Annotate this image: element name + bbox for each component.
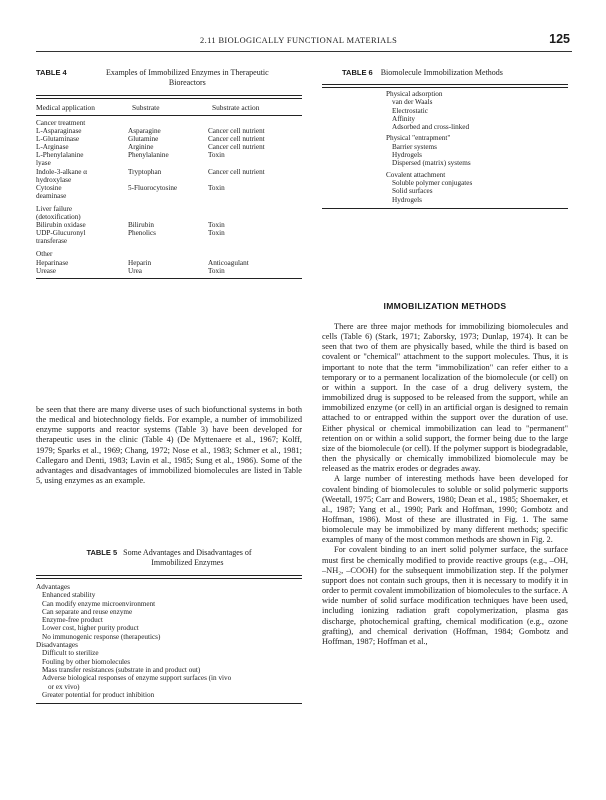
table-4-caption-line1: Examples of Immobilized Enzymes in Therapeutic (106, 68, 269, 77)
cell-action: Toxin (208, 221, 225, 230)
cell-application: Urease (36, 266, 56, 275)
list-item: Lower cost, higher purity product (42, 624, 139, 633)
cell-application-cont: hydroxylase (36, 175, 72, 184)
table-6 (322, 68, 568, 209)
method-group-title: Physical adsorption (386, 90, 443, 98)
table-row (36, 135, 302, 143)
section-heading-wrap (322, 296, 568, 314)
table-group-row (36, 205, 302, 213)
table-row (36, 151, 302, 159)
cell-application: L-Arginase (36, 143, 69, 152)
cell-action: Cancer cell nutrient (208, 135, 265, 144)
method-group-title: Covalent attachment (386, 170, 446, 179)
group-title: Liver failure (36, 204, 73, 213)
group-title: Other (36, 250, 53, 259)
section-heading: IMMOBILIZATION METHODS (383, 301, 507, 311)
cell-application: Cytosine (36, 183, 62, 192)
list-item: Affinity (392, 114, 416, 123)
cell-application: L-Glutaminase (36, 135, 80, 144)
table-row-cont (36, 176, 302, 184)
left-paragraph: be seen that there are many diverse uses of such biofunctional systems in both the medical and biotechnology fields. For example, a number of immobilized enzyme supports and reactor systems (Table 3) have been developed for therapeutic uses in the clinic (Table 4) (De Myttenaere et al., 1967; Kolff, 1979; Sparks et al., 1969; Chang, 1972; Nose et al., 1983; Schmer et al., 1981; Callegaro and Denti, 1983; Lavin et al., 1985; Sung et al., 1986). Some of the advantages and disadvantages of immobilized biomolecules are listed in Table 5, using enzymes as an example. (36, 405, 302, 486)
cell-action: Toxin (208, 183, 225, 192)
table-5-top-rule (36, 575, 302, 579)
cell-substrate: Tryptophan (128, 167, 162, 176)
table-6-caption-text: Biomolecule Immobilization Methods (380, 68, 503, 77)
list-item: Electrostatic (392, 106, 428, 115)
table-row-cont (36, 237, 302, 245)
cell-substrate: Urea (128, 266, 142, 275)
table-6-label: TABLE 6 (342, 68, 373, 77)
list-item: Enzyme-free product (42, 616, 103, 625)
table-4-caption-line2: Bioreactors (168, 78, 206, 87)
cell-substrate: Phenylalanine (128, 151, 169, 160)
paragraph: There are three major methods for immobilizing biomolecules and cells (Table 6) (Stark, 1971; Zaborsky, 1973; Dunlap, 1974). It can be seen that two of them are physically based, while the third is based on covalent or "chemical" attachment to the support molecules. Thus, it is important to note that the term "immobilization" can refer either to a temporary or to a permanent localization of the biomolecule (or cell) on or within a support. In the case of a drug delivery system, the immobilized drug is supposed to be released from the support, while an immobilized enzyme (or cell) in an artificial organ is designed to remain attached to or entrapped within the support over the duration of use. Either physical or chemical immobilization can lead to "permanent" retention on or within a solid support, the former being due to the large size of the biomolecule (or cell). If the polymer support is biodegradable, then the physically or chemically immobilized biomolecule may be released as the matrix erodes or degrades away. (322, 322, 568, 474)
table-5 (36, 548, 302, 704)
table-4-body (36, 119, 302, 275)
cell-action: Toxin (208, 266, 225, 275)
list-item: Dispersed (matrix) systems (392, 159, 471, 168)
cell-application: Bilirubin oxidase (36, 221, 86, 230)
table-row (36, 267, 302, 275)
cell-action: Toxin (208, 229, 225, 238)
cell-application-cont: transferase (36, 237, 68, 246)
cell-substrate: Arginine (128, 143, 154, 152)
cell-action: Anticoagulant (208, 258, 249, 267)
cell-substrate: Glutamine (128, 135, 159, 144)
list-item: Difficult to sterilize (42, 649, 99, 658)
cell-substrate: Bilirubin (128, 221, 154, 230)
group-title-cont: (detoxification) (36, 213, 81, 222)
list-item: Barrier systems (392, 142, 437, 151)
table-group-row (36, 213, 302, 221)
cell-substrate: Phenolics (128, 229, 156, 238)
table-5-label: TABLE 5 (86, 548, 118, 557)
cell-action: Cancer cell nutrient (208, 143, 265, 152)
table-5-caption-line2: Immobilized Enzymes (151, 558, 224, 567)
cell-application: L-Asparaginase (36, 127, 82, 136)
list-item: Solid surfaces (392, 187, 433, 196)
cell-application: Indole-3-alkane α (36, 167, 88, 176)
table-5-caption (36, 548, 302, 568)
paragraph: For covalent binding to an inert solid polymer surface, the surface must first be chemically modified to provide reactive groups (e.g., –OH, –NH₂, –COOH) for the subsequent immobilization step. If the polymer support does not contain such groups, then it is necessary to modify it in order to permit covalent immobilization of biomolecules to the surface. A wide number of solid surface modification techniques have been used, including ionizing radiation graft copolymerization, plasma gas discharge, photochemical grafting, chemical modification (e.g., ozone grafting), and chemical derivation (Hoffman, 1984; Gombotz and Hoffman, 1987; Hoffman et al., (322, 545, 568, 646)
col-header-action: Substrate action (212, 103, 260, 112)
table-4 (36, 68, 302, 279)
list-item: Soluble polymer conjugates (392, 178, 473, 187)
list-item: Hydrogels (392, 195, 422, 204)
table-row (36, 221, 302, 229)
cell-application-cont: lyase (36, 159, 51, 168)
table-row (36, 184, 302, 192)
table-5-bottom-rule (36, 703, 302, 704)
cell-substrate: Asparagine (128, 127, 161, 136)
header-rule (36, 51, 572, 52)
advantages-title: Advantages (36, 583, 70, 591)
list-item: Adverse biological responses of enzyme support surfaces (in vivo (42, 674, 232, 683)
col-header-application: Medical application (36, 103, 95, 112)
cell-action: Cancer cell nutrient (208, 127, 265, 136)
list-item: Can modify enzyme microenvironment (42, 599, 156, 608)
page-number: 125 (549, 32, 570, 46)
table-6-caption (322, 68, 568, 78)
table-row (36, 259, 302, 267)
cell-application-cont: deaminase (36, 191, 67, 200)
list-item: van der Waals (392, 98, 433, 107)
table-4-header-rule (36, 115, 302, 116)
left-body-text (36, 405, 302, 486)
table-6-bottom-rule (322, 208, 568, 209)
cell-application: UDP-Glucuronyl (36, 229, 86, 238)
list-item: Fouling by other biomolecules (42, 657, 131, 666)
list-item: No immunogenic response (therapeutics) (42, 632, 161, 641)
col-header-substrate: Substrate (132, 103, 160, 112)
table-row (36, 127, 302, 135)
cell-action: Cancer cell nutrient (208, 167, 265, 176)
method-group-title: Physical "entrapment" (386, 134, 451, 143)
right-body-text (322, 322, 568, 647)
cell-application: Heparinase (36, 258, 69, 267)
list-item: Greater potential for product inhibition (42, 690, 155, 699)
table-group-row (36, 250, 302, 258)
table-5-caption-line1: Some Advantages and Disadvantages of (123, 548, 252, 557)
cell-action: Toxin (208, 151, 225, 160)
disadvantages-title: Disadvantages (36, 641, 78, 650)
table-row (36, 168, 302, 176)
running-head: 2.11 BIOLOGICALLY FUNCTIONAL MATERIALS (200, 36, 398, 45)
table-row (36, 229, 302, 237)
list-item: Hydrogels (392, 151, 422, 160)
table-4-caption (36, 68, 302, 88)
list-item: Enhanced stability (42, 591, 96, 600)
table-6-top-rule (322, 84, 568, 88)
table-group-row (36, 119, 302, 127)
list-item: or ex vivo) (48, 682, 80, 691)
group-title: Cancer treatment (36, 119, 86, 127)
list-item: Adsorbed and cross-linked (392, 123, 470, 132)
table-4-label: TABLE 4 (36, 68, 67, 77)
cell-application: L-Phenylalanine (36, 151, 84, 160)
list-item: Mass transfer resistances (substrate in and product out) (42, 665, 201, 674)
table-4-bottom-rule (36, 278, 302, 279)
list-item: Can separate and reuse enzyme (42, 607, 133, 616)
paragraph: A large number of interesting methods have been developed for covalent binding of biomolecules to soluble or solid polymeric supports (Weetall, 1975; Carr and Bowers, 1980; Dean et al., 1985; Shoemaker, et al., 1987; Yang et al., 1990; Park and Hoffman, 1990; Gombotz and Hoffman, 1986). Most of these are illustrated in Fig. 1. The same biomolecule may be immobilized by many different methods; specific examples of many of the most common methods are shown in Fig. 2. (322, 474, 568, 545)
cell-substrate: 5-Fluorocytosine (128, 183, 178, 192)
cell-substrate: Heparin (128, 258, 152, 267)
table-4-header (36, 99, 302, 115)
table-6-list (322, 90, 568, 204)
table-row-cont (36, 159, 302, 167)
table-5-list (36, 583, 302, 699)
table-row (36, 143, 302, 151)
table-row-cont (36, 192, 302, 200)
